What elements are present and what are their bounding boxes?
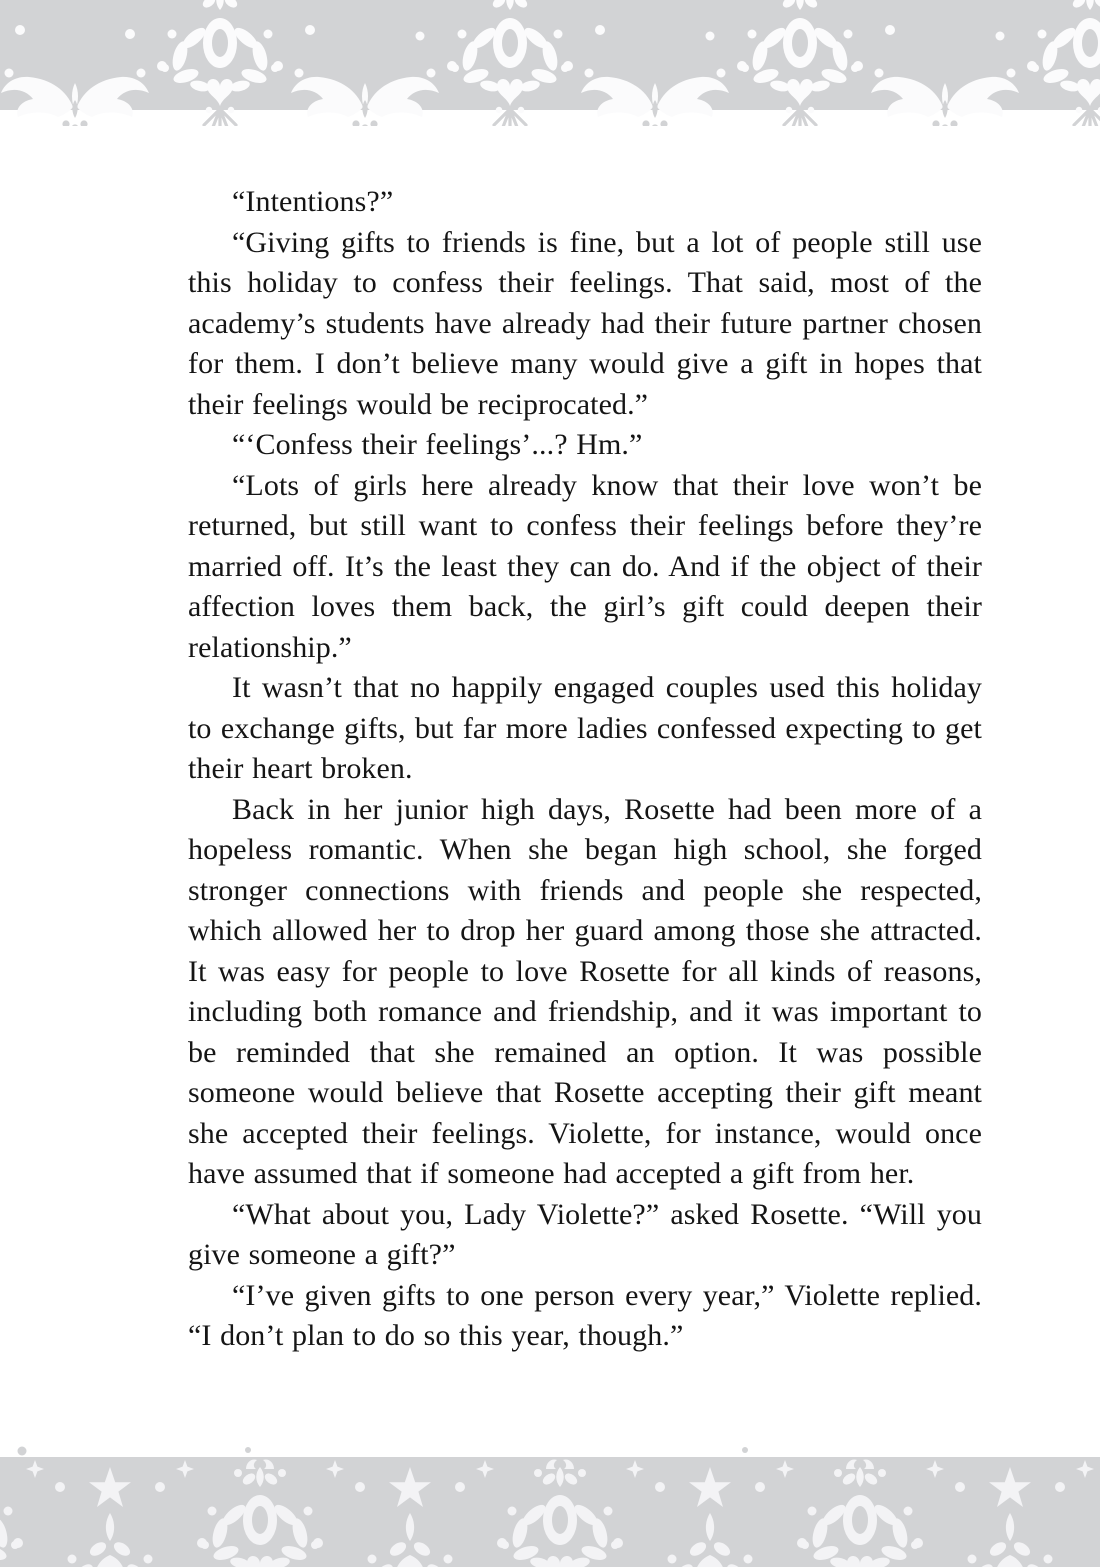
paragraph-dialogue: “Lots of girls here already know that their love won’t be returned, but still want to confess their feelings before they’re married off. It’s the least they can do. And if the object of their affection loves them back, the girl’s gift could deepen their relationship.” [188,468,982,664]
paragraph-narration: It wasn’t that no happily engaged couples used this holiday to exchange gifts, but far more ladies confessed expecting to get their heart broken. [188,671,982,785]
paragraph-dialogue: “Giving gifts to friends is fine, but a lot of people still use this holiday to confess their feelings. That said, most of the academy’s students have already had their future partner chosen for them. I don’t believe many would give a gift in hopes that their feelings would be reciprocated.” [188,225,982,421]
damask-bottom-border [0,1443,1100,1567]
page-text [0,126,1100,1357]
paragraph-narration: Back in her junior high days, Rosette had been more of a hopeless romantic. When she began high school, she forged stronger connections with friends and people she respected, which allowed her to drop her guard among those she attracted. It was easy for people to love Rosette for all kinds of reasons, including both romance and friendship, and it was important to be reminded that she remained an option. It was possible someone would believe that Rosette accepting their gift meant she accepted their feelings. Violette, for instance, would once have assumed that if someone had accepted a gift from her. [188,792,982,1190]
paragraph-dialogue: “‘Confess their feelings’...? Hm.” [232,428,643,461]
paragraph-dialogue: “Intentions?” [232,185,394,218]
damask-top-border [0,0,1100,126]
paragraph-dialogue: “I’ve given gifts to one person every year,” Violette replied. “I don’t plan to do so this year, though.” [188,1278,982,1352]
bottom-border-gray-dots [18,1447,749,1456]
paragraph-dialogue: “What about you, Lady Violette?” asked Rosette. “Will you give someone a gift?” [188,1197,982,1271]
